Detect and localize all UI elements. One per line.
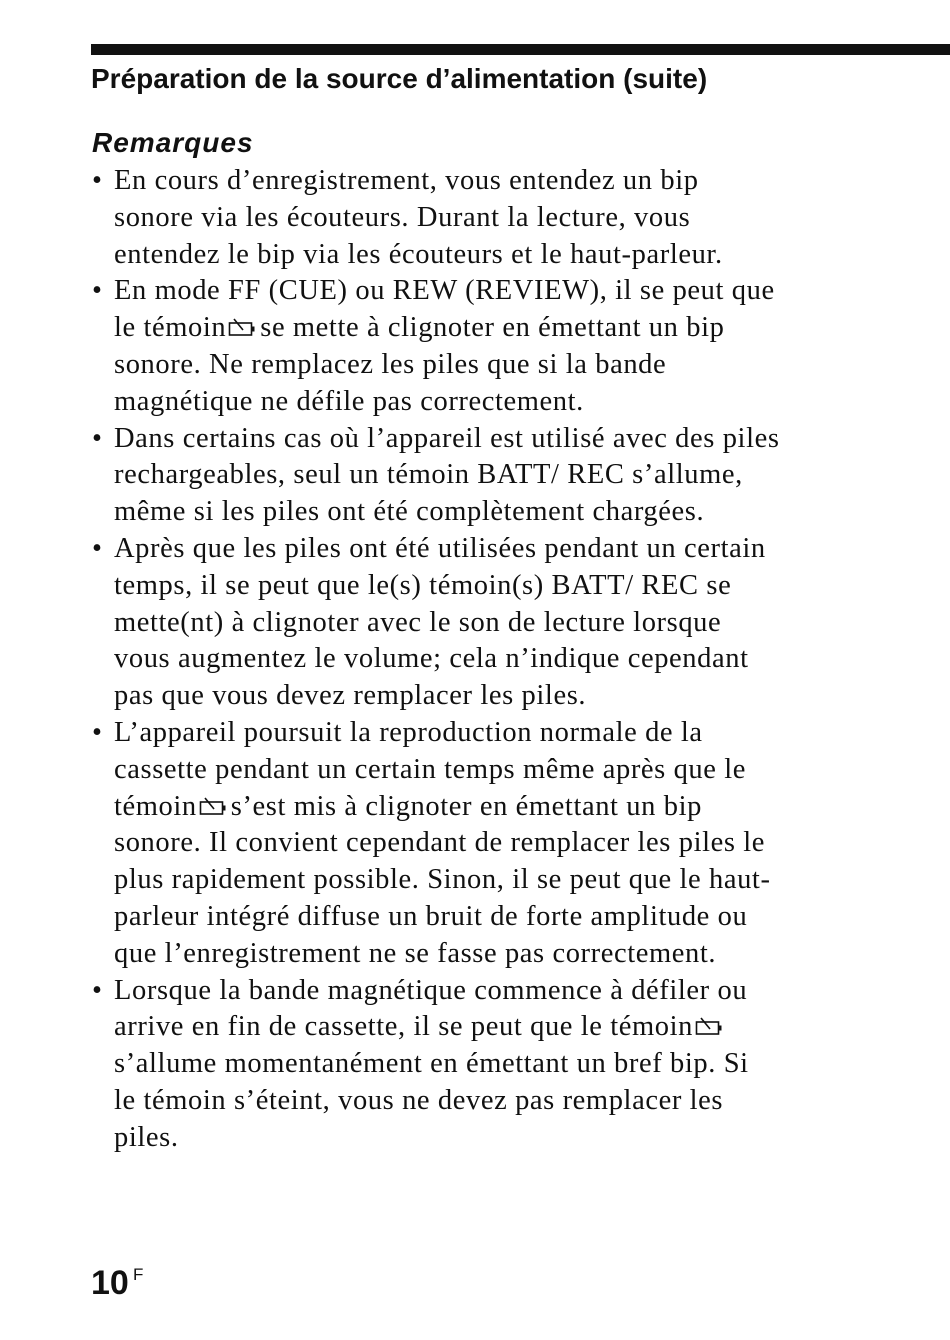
note-item bbox=[92, 273, 902, 420]
bullet-marker: • bbox=[92, 422, 103, 454]
note-item bbox=[92, 973, 902, 1157]
note-line: piles. bbox=[114, 1121, 179, 1153]
note-line: rechargeables, seul un témoin BATT/ REC s’allume, bbox=[114, 459, 743, 491]
note-line: sonore. Il convient cependant de remplacer les piles le bbox=[114, 827, 766, 859]
note-line: parleur intégré diffuse un bruit de forte amplitude ou bbox=[114, 900, 748, 932]
note-line: mette(nt) à clignoter avec le son de lecture lorsque bbox=[114, 606, 722, 638]
note-text: arrive en fin de cassette, il se peut que le témoin bbox=[114, 1011, 694, 1043]
note-item bbox=[92, 715, 902, 973]
note-line: que l’enregistrement ne se fasse pas correctement. bbox=[114, 937, 717, 969]
note-line: plus rapidement possible. Sinon, il se peut que le haut- bbox=[114, 864, 771, 896]
notes-list bbox=[92, 163, 902, 1157]
note-line-with-icon bbox=[114, 310, 902, 347]
bullet-marker: • bbox=[92, 974, 103, 1006]
battery-low-icon bbox=[695, 1017, 725, 1037]
note-line-with-icon bbox=[114, 789, 902, 826]
note-text: le témoin bbox=[114, 312, 227, 344]
bullet-marker: • bbox=[92, 716, 103, 748]
note-line: cassette pendant un certain temps même après que le bbox=[114, 753, 747, 785]
note-line: sonore via les écouteurs. Durant la lecture, vous bbox=[114, 201, 691, 233]
page-number-suffix: F bbox=[133, 1265, 144, 1284]
note-text: témoin bbox=[114, 790, 197, 822]
bullet-marker: • bbox=[92, 165, 103, 196]
note-line: même si les piles ont été complètement chargées. bbox=[114, 496, 705, 528]
note-line: L’appareil poursuit la reproduction normale de la bbox=[114, 716, 703, 748]
note-line: temps, il se peut que le(s) témoin(s) BATT/ REC se bbox=[114, 569, 732, 601]
note-item bbox=[92, 163, 902, 273]
note-line: pas que vous devez remplacer les piles. bbox=[114, 680, 587, 712]
note-item bbox=[92, 531, 902, 715]
notes-heading: Remarques bbox=[92, 127, 254, 158]
note-line-with-icon bbox=[114, 1009, 902, 1046]
note-line: s’allume momentanément en émettant un bref bip. Si bbox=[114, 1048, 749, 1080]
bullet-marker: • bbox=[92, 532, 103, 564]
note-line: le témoin s’éteint, vous ne devez pas remplacer les bbox=[114, 1084, 724, 1116]
note-line: entendez le bip via les écouteurs et le haut-parleur. bbox=[114, 238, 723, 270]
battery-low-icon bbox=[199, 797, 229, 817]
note-line: sonore. Ne remplacez les piles que si la bande bbox=[114, 348, 667, 380]
bullet-marker: • bbox=[92, 275, 103, 307]
note-line: En mode FF (CUE) ou REW (REVIEW), il se peut que bbox=[114, 275, 775, 307]
note-text: se mette à clignoter en émettant un bip bbox=[260, 312, 725, 344]
note-line: vous augmentez le volume; cela n’indique cependant bbox=[114, 643, 749, 675]
note-line: Dans certains cas où l’appareil est utilisé avec des piles bbox=[114, 422, 780, 454]
battery-low-icon bbox=[228, 318, 258, 338]
note-line: magnétique ne défile pas correctement. bbox=[114, 385, 584, 417]
top-rule bbox=[91, 44, 950, 55]
note-line: Lorsque la bande magnétique commence à défiler ou bbox=[114, 974, 748, 1006]
note-item bbox=[92, 421, 902, 531]
note-line: Après que les piles ont été utilisées pendant un certain bbox=[114, 532, 766, 564]
note-line: En cours d’enregistrement, vous entendez un bip bbox=[114, 165, 699, 196]
note-text: s’est mis à clignoter en émettant un bip bbox=[230, 790, 702, 822]
page-number: 10 bbox=[91, 1264, 129, 1302]
page-title: Préparation de la source d’alimentation (suite) bbox=[91, 63, 708, 94]
